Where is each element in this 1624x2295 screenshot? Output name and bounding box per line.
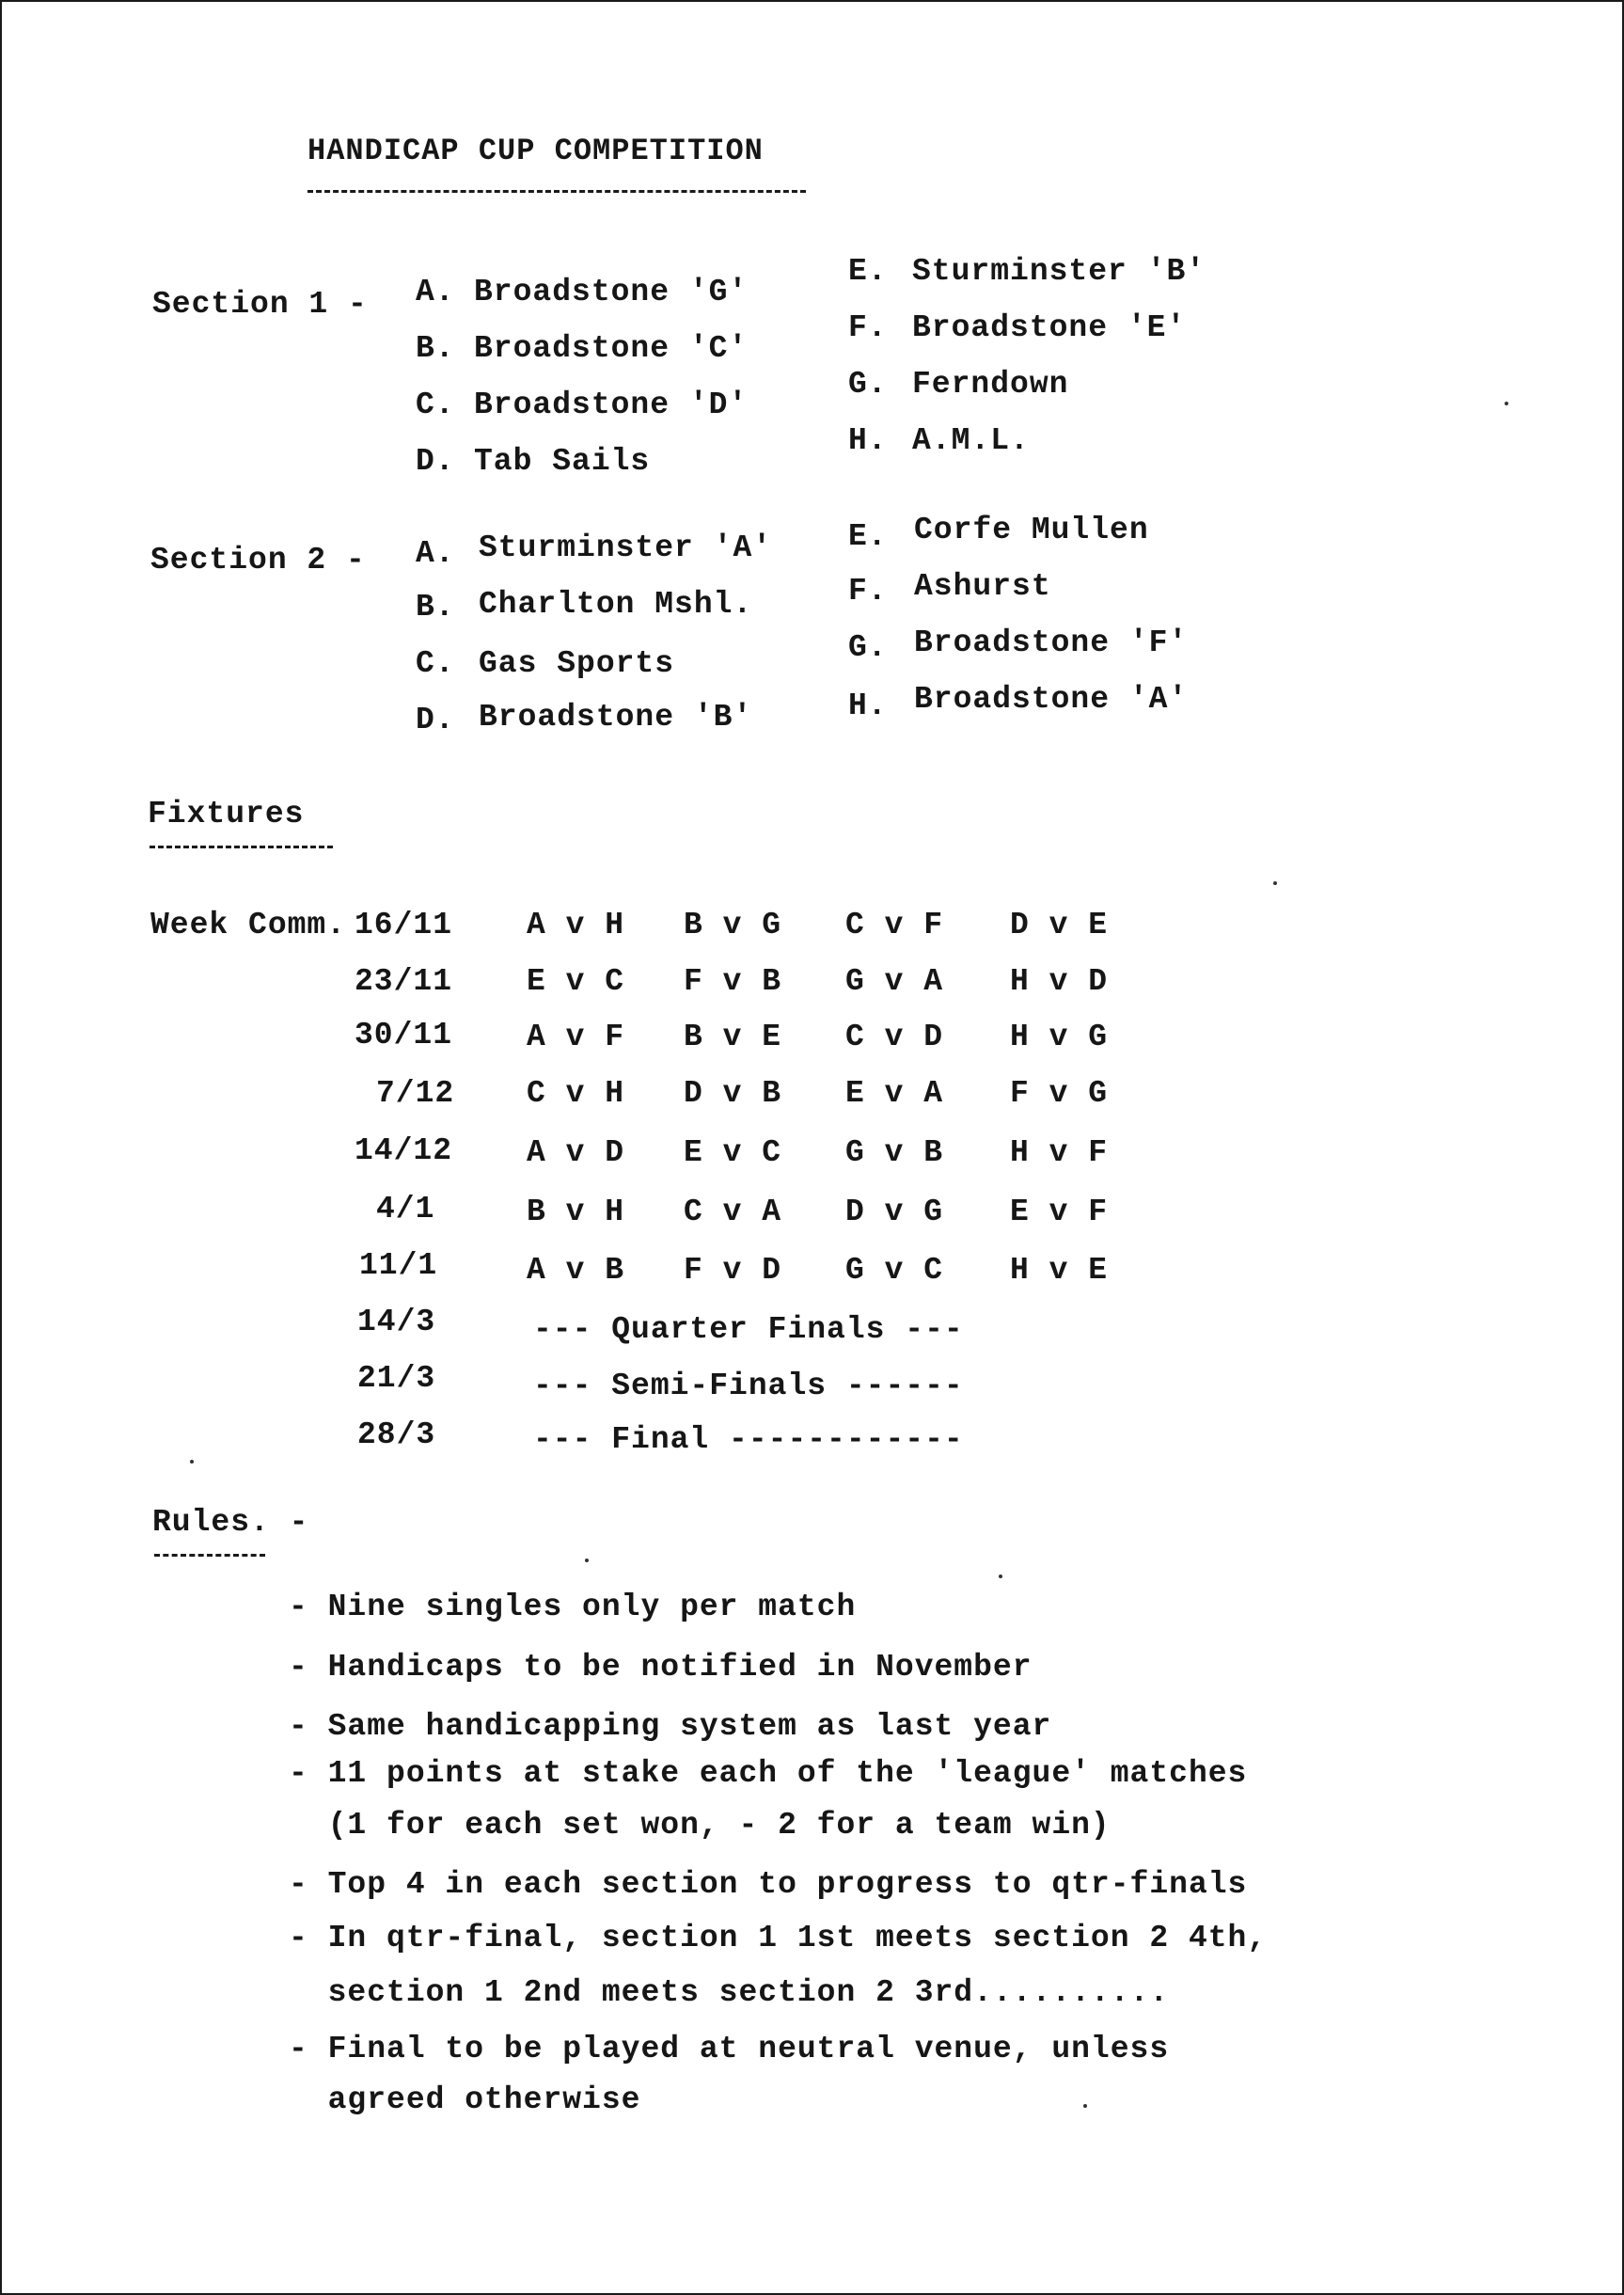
team-name: Broadstone 'D' xyxy=(474,388,749,422)
fixture-date: 30/11 xyxy=(355,1018,453,1053)
team-letter: H. xyxy=(848,423,888,458)
fixture-match: G v A xyxy=(845,964,944,999)
team-letter: E. xyxy=(848,254,888,289)
team-letter: C. xyxy=(416,646,455,681)
fixture-match: C v F xyxy=(845,908,944,942)
fixture-date: 14/12 xyxy=(355,1133,453,1168)
fixture-match: H v D xyxy=(1010,964,1109,999)
rule-line: - Final to be played at neutral venue, unless xyxy=(289,2032,1170,2066)
team-letter: H. xyxy=(848,688,888,723)
team-name: Ferndown xyxy=(912,367,1069,402)
team-name: Ashurst xyxy=(914,569,1051,604)
fixture-match: E v C xyxy=(684,1135,782,1170)
rule-line: - In qtr-final, section 1 1st meets section 2 4th, xyxy=(289,1921,1268,1955)
team-letter: E. xyxy=(848,519,888,554)
team-letter: B. xyxy=(416,590,455,625)
team-name: Broadstone 'B' xyxy=(479,700,753,735)
fixture-date: 23/11 xyxy=(355,964,453,999)
team-letter: A. xyxy=(416,275,455,309)
rules-heading: Rules. - xyxy=(152,1505,309,1540)
final-date: 14/3 xyxy=(357,1305,436,1339)
team-name: Corfe Mullen xyxy=(914,513,1149,547)
team-letter: F. xyxy=(848,310,888,345)
print-speck xyxy=(1083,2104,1087,2108)
fixture-match: H v E xyxy=(1010,1253,1109,1288)
fixture-match: F v D xyxy=(684,1253,782,1288)
fixture-match: C v A xyxy=(684,1195,782,1229)
final-label: --- Quarter Finals --- xyxy=(533,1312,964,1347)
fixture-match: D v G xyxy=(845,1195,944,1229)
team-name: Gas Sports xyxy=(479,646,675,681)
team-name: Sturminster 'B' xyxy=(912,254,1206,289)
rule-line: section 1 2nd meets section 2 3rd.......... xyxy=(289,1975,1170,2010)
rule-line: - Handicaps to be notified in November xyxy=(289,1650,1033,1685)
final-label: --- Final ------------ xyxy=(533,1422,964,1457)
fixture-date: 16/11 xyxy=(355,908,453,942)
section-label: Section 2 - xyxy=(150,543,366,578)
team-name: A.M.L. xyxy=(912,423,1030,458)
rule-line: agreed otherwise xyxy=(289,2082,641,2117)
fixtures-heading: Fixtures xyxy=(148,797,305,831)
team-letter: G. xyxy=(848,367,888,402)
fixture-match: B v H xyxy=(527,1195,625,1229)
fixture-match: D v B xyxy=(684,1076,782,1111)
print-speck xyxy=(585,1559,589,1562)
fixture-match: A v H xyxy=(527,908,625,942)
rule-line: (1 for each set won, - 2 for a team win) xyxy=(289,1808,1111,1843)
fixture-match: B v E xyxy=(684,1020,782,1054)
team-name: Broadstone 'G' xyxy=(474,275,749,309)
fixture-match: F v B xyxy=(684,964,782,999)
week-comm-label: Week Comm. xyxy=(150,908,347,942)
fixture-match: A v B xyxy=(527,1253,625,1288)
fixture-date: 11/1 xyxy=(359,1248,438,1283)
rules-underline xyxy=(154,1554,265,1557)
team-letter: A. xyxy=(416,536,455,571)
fixture-match: F v G xyxy=(1010,1076,1109,1111)
print-speck xyxy=(1505,402,1508,405)
print-speck xyxy=(190,1460,194,1464)
print-speck xyxy=(999,1575,1002,1578)
fixture-match: A v F xyxy=(527,1020,625,1054)
print-speck xyxy=(1273,881,1277,885)
team-name: Broadstone 'E' xyxy=(912,310,1187,345)
team-letter: D. xyxy=(416,703,455,737)
fixture-match: H v F xyxy=(1010,1135,1109,1170)
fixture-match: C v H xyxy=(527,1076,625,1111)
rule-line: - 11 points at stake each of the 'league' matches xyxy=(289,1756,1248,1791)
fixture-match: E v F xyxy=(1010,1195,1109,1229)
fixture-match: A v D xyxy=(527,1135,625,1170)
team-letter: F. xyxy=(848,574,888,609)
title-underline xyxy=(307,190,806,193)
team-name: Tab Sails xyxy=(474,444,651,479)
section-label: Section 1 - xyxy=(152,287,368,322)
rule-line: - Same handicapping system as last year xyxy=(289,1709,1052,1744)
team-letter: D. xyxy=(416,444,455,479)
team-name: Charlton Mshl. xyxy=(479,587,753,622)
team-name: Broadstone 'F' xyxy=(914,625,1189,660)
team-letter: C. xyxy=(416,388,455,422)
rule-line: - Top 4 in each section to progress to qtr-finals xyxy=(289,1867,1248,1902)
fixtures-underline xyxy=(150,846,333,848)
fixture-match: E v A xyxy=(845,1076,944,1111)
fixture-match: G v B xyxy=(845,1135,944,1170)
fixture-date: 7/12 xyxy=(376,1076,455,1111)
team-name: Broadstone 'C' xyxy=(474,331,749,366)
final-label: --- Semi-Finals ------ xyxy=(533,1369,964,1403)
page-title: HANDICAP CUP COMPETITION xyxy=(307,134,764,168)
team-letter: G. xyxy=(848,630,888,665)
final-date: 21/3 xyxy=(357,1361,436,1396)
fixture-match: E v C xyxy=(527,964,625,999)
fixture-date: 4/1 xyxy=(376,1192,435,1227)
team-name: Sturminster 'A' xyxy=(479,530,773,565)
final-date: 28/3 xyxy=(357,1417,436,1452)
fixture-match: D v E xyxy=(1010,908,1109,942)
fixture-match: C v D xyxy=(845,1020,944,1054)
team-name: Broadstone 'A' xyxy=(914,682,1189,717)
rule-line: - Nine singles only per match xyxy=(289,1590,857,1624)
team-letter: B. xyxy=(416,331,455,366)
fixture-match: H v G xyxy=(1010,1020,1109,1054)
fixture-match: B v G xyxy=(684,908,782,942)
fixture-match: G v C xyxy=(845,1253,944,1288)
